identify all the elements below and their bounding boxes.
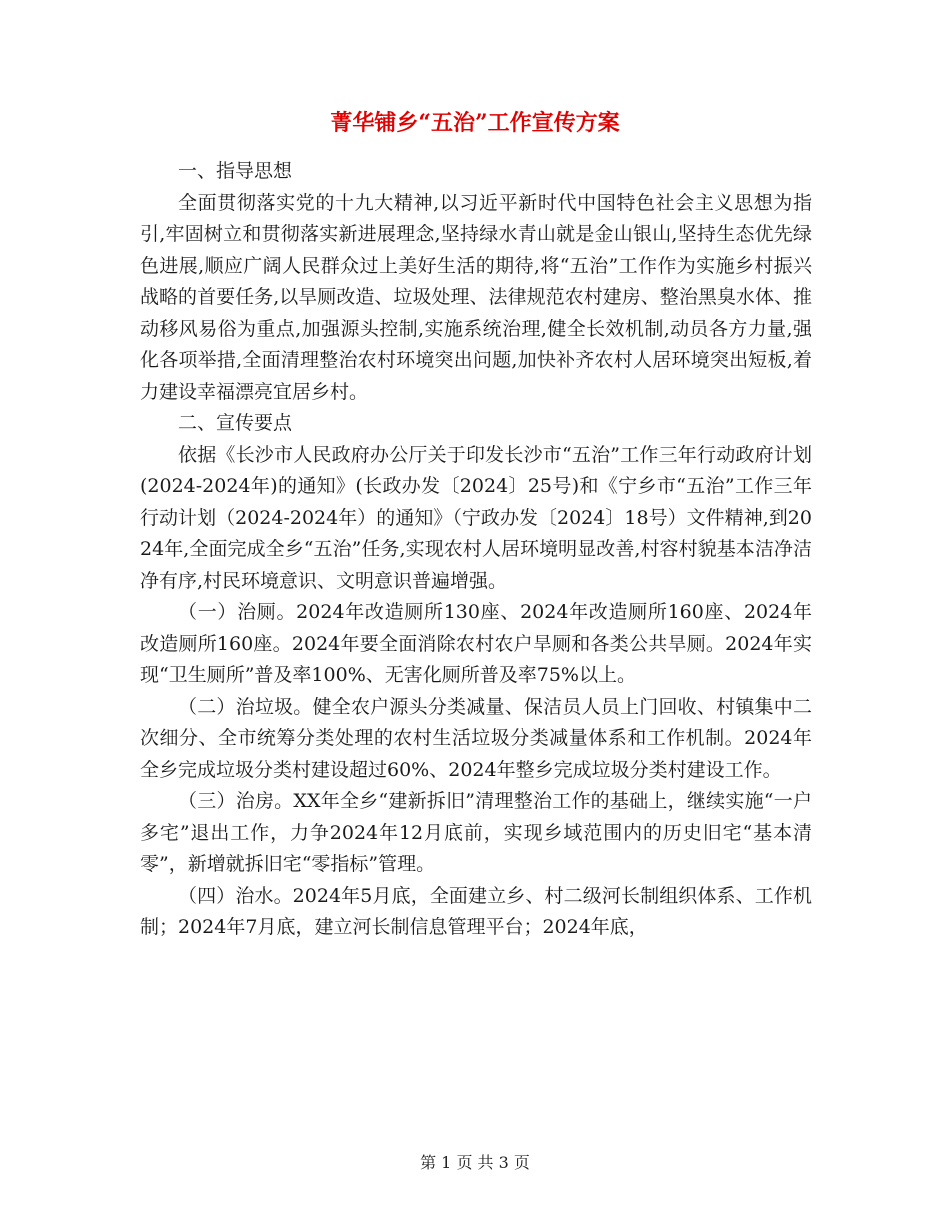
section-heading-guiding-ideology: 一、指导思想 [178, 160, 293, 182]
paragraph-guiding-ideology: 全面贯彻落实党的十九大精神,以习近平新时代中国特色社会主义思想为指引,牢固树立和贯彻落实新进展理念,坚持绿水青山就是金山银山,坚持生态优先绿色进展,顺应广阔人民群众过上美好生活的期待,将“五治”工作作为实施乡村振兴战略的首要任务,以旱厕改造、垃圾处理、法律规范农村建房、整治黑臭水体、推动移风易俗为重点,加强源头控制,实施系统治理,健全长效机制,动员各方力量,强化各项举措,全面清理整治农村环境突出问题,加快补齐农村人居环境突出短板,着力建设幸福漂亮宜居乡村。 [140, 191, 812, 403]
section-heading-key-points: 二、宣传要点 [178, 412, 293, 434]
paragraph-toilet: （一）治厕。2024年改造厕所130座、2024年改造厕所160座、2024年改造厕所160座。2024年要全面消除农村农户旱厕和各类公共旱厕。2024年实现“卫生厕所”普及率100%、无害化厕所普及率75%以上。 [140, 601, 812, 686]
page-footer: 第 1 页 共 3 页 [420, 1153, 530, 1172]
paragraph-garbage: （二）治垃圾。健全农户源头分类减量、保洁员人员上门回收、村镇集中二次细分、全市统筹分类处理的农村生活垃圾分类减量体系和工作机制。2024年全乡完成垃圾分类村建设超过60%、2024年整乡完成垃圾分类村建设工作。 [140, 695, 812, 781]
paragraph-water: （四）治水。2024年5月底，全面建立乡、村二级河长制组织体系、工作机制；2024年7月底，建立河长制信息管理平台；2024年底， [140, 884, 812, 938]
paragraph-basis: 依据《长沙市人民政府办公厅关于印发长沙市“五治”工作三年行动政府计划(2024-2024年)的通知》(长政办发〔2024〕25号)和《宁乡市“五治”工作三年行动计划（2024-2024年）的通知》（宁政办发〔2024〕18号）文件精神,到2024年,全面完成全乡“五治”任务,实现农村人居环境明显改善,村容村貌基本洁净洁净有序,村民环境意识、文明意识普遍增强。 [140, 443, 812, 592]
document-title: 菁华铺乡“五治”工作宣传方案 [330, 110, 620, 136]
document-body [140, 156, 812, 944]
paragraph-housing: （三）治房。XX年全乡“建新拆旧”清理整治工作的基础上，继续实施“一户多宅”退出工作，力争2024年12月底前，实现乡域范围内的历史旧宅“基本清零”，新增就拆旧宅“零指标”管理。 [140, 790, 812, 875]
